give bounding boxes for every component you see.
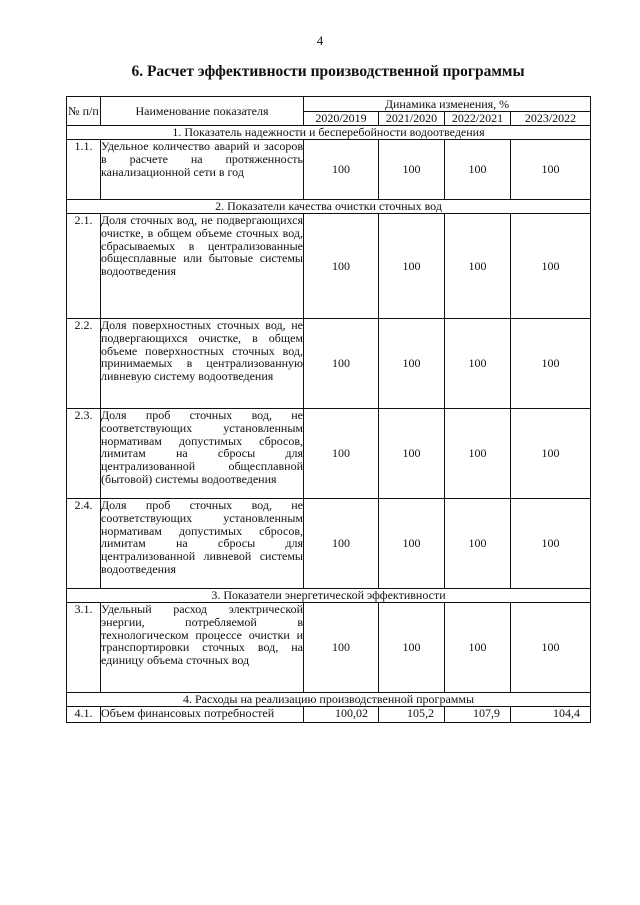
value-cell: 100 [511,319,591,409]
table-header [67,97,591,126]
table-row [67,707,591,723]
row-number: 3.1. [67,603,101,693]
section-title: 3. Показатели энергетической эффективности [67,589,591,603]
header-year: 2023/2022 [511,112,591,126]
value-cell: 100 [379,499,445,589]
value-cell: 100 [379,214,445,319]
header-year: 2021/2020 [379,112,445,126]
row-number: 2.2. [67,319,101,409]
table-row [67,319,591,409]
value-cell: 100,02 [304,707,379,723]
table-row [67,409,591,499]
value-cell: 100 [379,603,445,693]
row-number: 4.1. [67,707,101,723]
table-body [67,126,591,723]
indicator-name: Удельный расход электрической энергии, потребляемой в технологическом процессе очистки и транспортировки сточных вод, на единицу объема сточных вод [101,603,304,693]
table-row [67,214,591,319]
row-number: 2.3. [67,409,101,499]
row-number: 2.1. [67,214,101,319]
value-cell: 100 [304,603,379,693]
section-title: 2. Показатели качества очистки сточных вод [67,200,591,214]
value-cell: 100 [445,603,511,693]
row-number: 1.1. [67,140,101,200]
section-title: 4. Расходы на реализацию производственной программы [67,693,591,707]
indicator-name: Удельное количество аварий и засоров в расчете на протяженность канализационной сети в год [101,140,304,200]
document-title: 6. Расчет эффективности производственной программы [131,63,525,80]
indicator-name: Доля поверхностных сточных вод, не подвергающихся очистке, в общем объеме поверхностных сточных вод, принимаемых в централизованную ливневую систему водоотведения [101,319,304,409]
row-number: 2.4. [67,499,101,589]
value-cell: 100 [511,603,591,693]
value-cell: 100 [511,409,591,499]
header-number: № п/п [67,97,101,126]
header-indicator-name: Наименование показателя [101,97,304,126]
section-row [67,693,591,707]
value-cell: 100 [511,214,591,319]
section-row [67,126,591,140]
value-cell: 100 [304,499,379,589]
value-cell: 100 [379,140,445,200]
section-title: 1. Показатель надежности и бесперебойности водоотведения [67,126,591,140]
table-row [67,499,591,589]
value-cell: 107,9 [445,707,511,723]
value-cell: 100 [304,409,379,499]
value-cell: 100 [511,499,591,589]
indicator-name: Доля проб сточных вод, не соответствующих установленным нормативам допустимых сбросов, лимитам на сбросы для централизованной общесплавной (бытовой) системы водоотведения [101,409,304,499]
header-dynamics: Динамика изменения, % [304,97,591,112]
value-cell: 100 [379,319,445,409]
value-cell: 100 [304,140,379,200]
header-year: 2022/2021 [445,112,511,126]
value-cell: 100 [511,140,591,200]
value-cell: 100 [445,140,511,200]
value-cell: 100 [445,214,511,319]
table-row [67,603,591,693]
section-row [67,200,591,214]
section-row [67,589,591,603]
value-cell: 100 [445,319,511,409]
value-cell: 104,4 [511,707,591,723]
indicator-name: Объем финансовых потребностей [101,707,304,723]
value-cell: 100 [304,319,379,409]
value-cell: 100 [379,409,445,499]
table-row [67,140,591,200]
value-cell: 105,2 [379,707,445,723]
value-cell: 100 [445,409,511,499]
value-cell: 100 [304,214,379,319]
page-number: 4 [316,33,324,48]
value-cell: 100 [445,499,511,589]
efficiency-table [66,96,591,723]
header-year: 2020/2019 [304,112,379,126]
indicator-name: Доля проб сточных вод, не соответствующих установленным нормативам допустимых сбросов, лимитам на сбросы для централизованной ливневой системы водоотведения [101,499,304,589]
indicator-name: Доля сточных вод, не подвергающихся очистке, в общем объеме сточных вод, сбрасываемых в централизованные общесплавные или бытовые системы водоотведения [101,214,304,319]
